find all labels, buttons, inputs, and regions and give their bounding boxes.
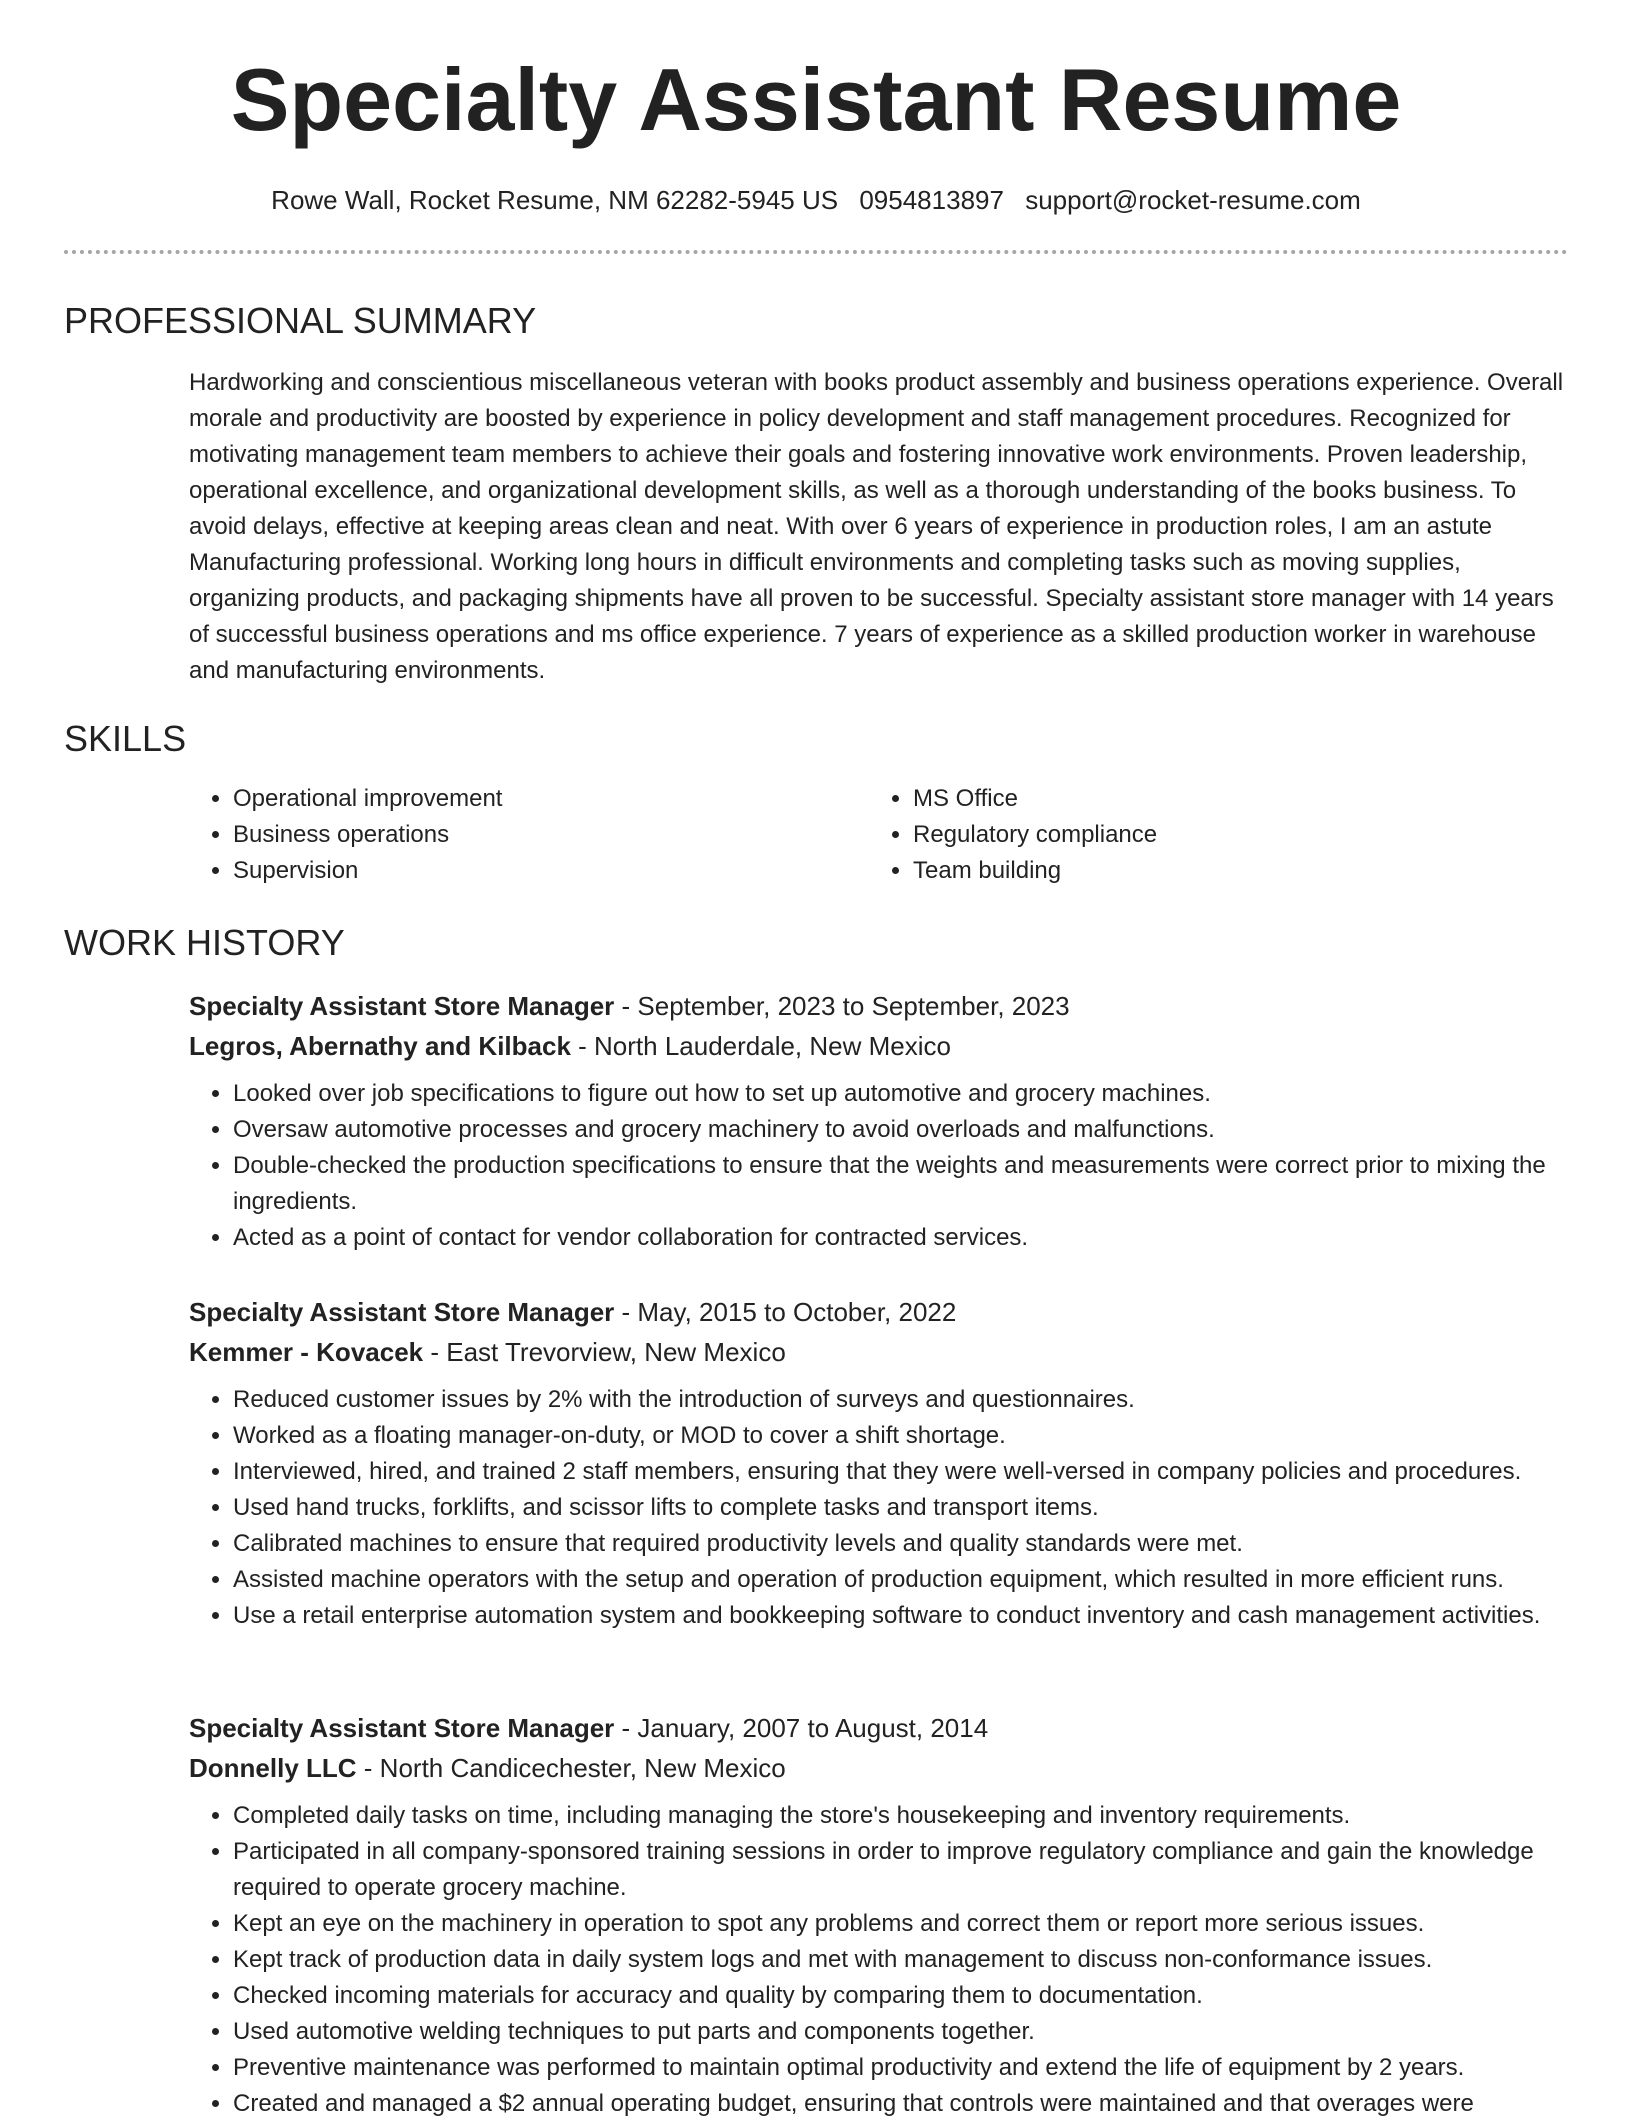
work-history-heading: WORK HISTORY xyxy=(64,922,345,963)
header-divider xyxy=(64,250,1568,254)
job-title-line xyxy=(189,1292,1569,1332)
job-bullet: • Participated in all company-sponsored training sessions in order to improve regulatory compliance and gain the knowledge required to operate grocery machine. xyxy=(233,1834,1569,1906)
job-dates: - January, 2007 to August, 2014 xyxy=(614,1713,989,1743)
job-title: Specialty Assistant Store Manager xyxy=(189,1713,615,1743)
skills-column-left xyxy=(189,781,869,889)
job-bullet: • Looked over job specifications to figure out how to set up automotive and grocery machines. xyxy=(233,1076,1569,1112)
job-company-line xyxy=(189,1748,1569,1788)
job-bullet: • Used hand trucks, forklifts, and scissor lifts to complete tasks and transport items. xyxy=(233,1490,1569,1526)
job-company: Donnelly LLC xyxy=(189,1753,357,1783)
skill-item: • MS Office xyxy=(913,781,1549,817)
job-bullet: • Reduced customer issues by 2% with the introduction of surveys and questionnaires. xyxy=(233,1382,1569,1418)
resume-title: Specialty Assistant Resume xyxy=(230,50,1402,149)
job-bullet: • Checked incoming materials for accuracy and quality by comparing them to documentation. xyxy=(233,1978,1569,2014)
job-company-line xyxy=(189,1026,1569,1066)
skill-item: • Business operations xyxy=(233,817,869,853)
job-title: Specialty Assistant Store Manager xyxy=(189,991,615,1021)
job-dates: - May, 2015 to October, 2022 xyxy=(614,1297,957,1327)
job-dates: - September, 2023 to September, 2023 xyxy=(614,991,1070,1021)
job-bullet: • Created and managed a $2 annual operating budget, ensuring that controls were maintained and that overages were xyxy=(233,2086,1569,2122)
job-entry xyxy=(189,1292,1569,1634)
job-bullet: • Worked as a floating manager-on-duty, or MOD to cover a shift shortage. xyxy=(233,1418,1569,1454)
job-bullet: • Oversaw automotive processes and grocery machinery to avoid overloads and malfunctions. xyxy=(233,1112,1569,1148)
job-bullet: • Acted as a point of contact for vendor collaboration for contracted services. xyxy=(233,1220,1569,1256)
job-bullets xyxy=(189,1076,1569,1256)
job-company-line xyxy=(189,1332,1569,1372)
job-company: Legros, Abernathy and Kilback xyxy=(189,1031,571,1061)
summary-heading: PROFESSIONAL SUMMARY xyxy=(64,300,537,341)
job-company: Kemmer - Kovacek xyxy=(189,1337,424,1367)
job-bullet: • Interviewed, hired, and trained 2 staff members, ensuring that they were well-versed in company policies and procedures. xyxy=(233,1454,1569,1490)
job-bullet: • Calibrated machines to ensure that required productivity levels and quality standards were met. xyxy=(233,1526,1569,1562)
job-bullet: • Kept an eye on the machinery in operation to spot any problems and correct them or report more serious issues. xyxy=(233,1906,1569,1942)
contact-email: support@rocket-resume.com xyxy=(1025,185,1361,215)
skill-item: • Regulatory compliance xyxy=(913,817,1549,853)
skills-heading: SKILLS xyxy=(64,718,187,759)
job-entry xyxy=(189,1708,1569,2122)
job-title-line xyxy=(189,986,1569,1026)
job-bullets xyxy=(189,1382,1569,1634)
job-bullet: • Double-checked the production specifications to ensure that the weights and measurements were correct prior to mixing the ingredients. xyxy=(233,1148,1569,1220)
job-entry xyxy=(189,986,1569,1256)
job-title-line xyxy=(189,1708,1569,1748)
job-bullet: • Used automotive welding techniques to put parts and components together. xyxy=(233,2014,1569,2050)
job-location: - East Trevorview, New Mexico xyxy=(423,1337,786,1367)
job-bullet: • Preventive maintenance was performed to maintain optimal productivity and extend the life of equipment by 2 years. xyxy=(233,2050,1569,2086)
job-bullet: • Kept track of production data in daily system logs and met with management to discuss non-conformance issues. xyxy=(233,1942,1569,1978)
summary-text: Hardworking and conscientious miscellaneous veteran with books product assembly and business operations experience. Overall morale and productivity are boosted by experience in policy development and staff management procedures. Recognized for motivating management team members to achieve their goals and fostering innovative work environments. Proven leadership, operational excellence, and organizational development skills, as well as a thorough understanding of the books business. To avoid delays, effective at keeping areas clean and neat. With over 6 years of experience in production roles, I am an astute Manufacturing professional. Working long hours in difficult environments and completing tasks such as moving supplies, organizing products, and packaging shipments have all proven to be successful. Specialty assistant store manager with 14 years of successful business operations and ms office experience. 7 years of experience as a skilled production worker in warehouse and manufacturing environments. xyxy=(189,369,1564,684)
skill-item: • Operational improvement xyxy=(233,781,869,817)
contact-address: Rowe Wall, Rocket Resume, NM 62282-5945 US xyxy=(271,185,839,215)
contact-phone: 0954813897 xyxy=(859,185,1004,215)
skills-list xyxy=(189,781,1569,889)
contact-line xyxy=(0,180,1632,220)
job-location: - North Candicechester, New Mexico xyxy=(356,1753,786,1783)
job-bullets xyxy=(189,1798,1569,2122)
job-location: - North Lauderdale, New Mexico xyxy=(570,1031,951,1061)
skill-item: • Team building xyxy=(913,853,1549,889)
job-bullet: • Assisted machine operators with the setup and operation of production equipment, which resulted in more efficient runs. xyxy=(233,1562,1569,1598)
job-bullet: • Completed daily tasks on time, including managing the store's housekeeping and inventory requirements. xyxy=(233,1798,1569,1834)
job-title: Specialty Assistant Store Manager xyxy=(189,1297,615,1327)
job-bullet: • Use a retail enterprise automation system and bookkeeping software to conduct inventory and cash management activities. xyxy=(233,1598,1569,1634)
skills-column-right xyxy=(869,781,1549,889)
skill-item: • Supervision xyxy=(233,853,869,889)
